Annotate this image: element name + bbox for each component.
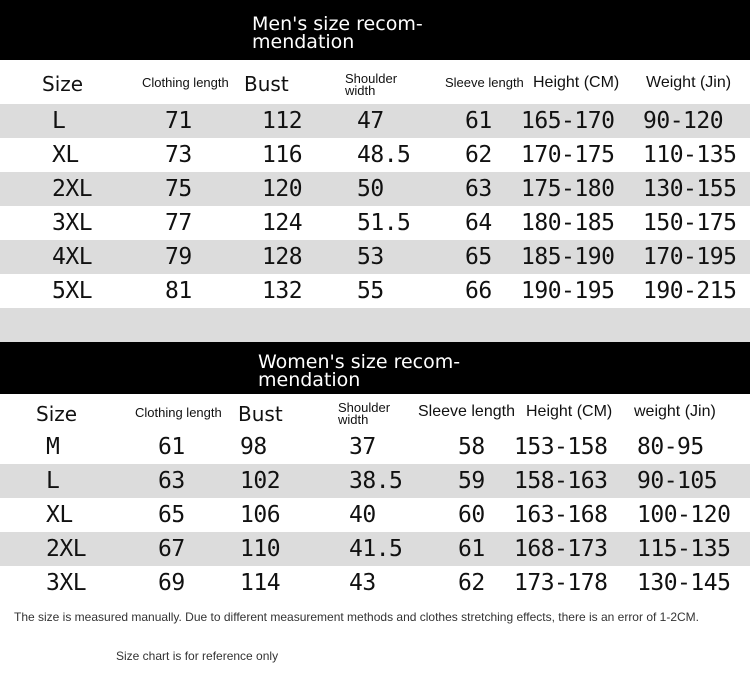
women-cell-size: L (46, 468, 60, 494)
women-cell-height: 168-173 (514, 536, 608, 562)
men-row (0, 138, 750, 172)
men-cell-shoulder: 53 (357, 244, 384, 270)
men-title-line1: Men's size recom- (252, 13, 423, 35)
women-header-length: Clothing length (135, 405, 222, 420)
men-cell-sleeve: 64 (465, 210, 492, 236)
women-row (0, 464, 750, 498)
measurement-note: The size is measured manually. Due to different measurement methods and clothes stretching effects, there is an error of 1-2CM. (14, 610, 699, 624)
women-cell-weight: 80-95 (637, 434, 704, 460)
men-cell-weight: 130-155 (643, 176, 737, 202)
men-cell-sleeve: 61 (465, 108, 492, 134)
men-cell-shoulder: 48.5 (357, 142, 411, 168)
women-cell-height: 163-168 (514, 502, 608, 528)
women-cell-bust: 114 (240, 570, 281, 596)
women-cell-length: 61 (158, 434, 185, 460)
women-cell-size: 3XL (46, 570, 87, 596)
men-header-size: Size (42, 72, 84, 96)
men-cell-bust: 112 (262, 108, 303, 134)
women-cell-bust: 102 (240, 468, 281, 494)
men-cell-height: 190-195 (521, 278, 615, 304)
men-table-footer (0, 308, 750, 342)
men-row (0, 240, 750, 274)
men-cell-height: 180-185 (521, 210, 615, 236)
women-title-line2: mendation (258, 369, 361, 391)
men-cell-sleeve: 66 (465, 278, 492, 304)
men-header-bust: Bust (244, 72, 289, 96)
men-cell-shoulder: 55 (357, 278, 384, 304)
women-cell-weight: 90-105 (637, 468, 718, 494)
women-cell-bust: 98 (240, 434, 267, 460)
women-header-shoulder-l1: Shoulder (338, 400, 391, 415)
women-cell-height: 158-163 (514, 468, 608, 494)
women-cell-weight: 115-135 (637, 536, 731, 562)
men-cell-sleeve: 62 (465, 142, 492, 168)
women-cell-shoulder: 43 (349, 570, 376, 596)
reference-note: Size chart is for reference only (116, 649, 279, 663)
men-cell-weight: 170-195 (643, 244, 737, 270)
men-cell-bust: 128 (262, 244, 303, 270)
women-header-shoulder-l2: width (338, 412, 369, 427)
women-cell-bust: 106 (240, 502, 281, 528)
women-title-line1: Women's size recom- (258, 351, 461, 373)
women-cell-size: XL (46, 502, 73, 528)
men-header-sleeve: Sleeve length (445, 75, 524, 90)
men-cell-size: 3XL (52, 210, 93, 236)
men-header-row (0, 60, 750, 104)
men-header-shoulder-l2: width (345, 83, 376, 98)
women-cell-shoulder: 40 (349, 502, 376, 528)
men-title-band (0, 0, 750, 60)
women-cell-size: M (46, 434, 60, 460)
men-row (0, 104, 750, 138)
women-cell-sleeve: 58 (458, 434, 485, 460)
women-cell-height: 153-158 (514, 434, 608, 460)
men-title-line2: mendation (252, 31, 355, 53)
women-cell-shoulder: 38.5 (349, 468, 403, 494)
women-cell-shoulder: 41.5 (349, 536, 403, 562)
women-title-band (0, 342, 750, 394)
men-cell-size: 4XL (52, 244, 93, 270)
women-header-sleeve: Sleeve length (418, 403, 515, 420)
women-cell-length: 69 (158, 570, 185, 596)
women-header-height: Height (CM) (526, 403, 613, 420)
men-cell-shoulder: 50 (357, 176, 384, 202)
women-row (0, 498, 750, 532)
women-row (0, 532, 750, 566)
women-row (0, 566, 750, 600)
women-cell-weight: 130-145 (637, 570, 731, 596)
women-cell-sleeve: 62 (458, 570, 485, 596)
men-cell-sleeve: 63 (465, 176, 492, 202)
men-header-shoulder-l1: Shoulder (345, 71, 398, 86)
women-header-row (0, 394, 750, 430)
women-header-weight: weight (Jin) (634, 403, 716, 420)
women-header-bust: Bust (238, 402, 283, 426)
men-cell-weight: 150-175 (643, 210, 737, 236)
men-cell-length: 79 (165, 244, 192, 270)
men-cell-weight: 110-135 (643, 142, 737, 168)
men-cell-bust: 124 (262, 210, 303, 236)
men-cell-bust: 120 (262, 176, 303, 202)
men-cell-size: XL (52, 142, 79, 168)
women-cell-bust: 110 (240, 536, 281, 562)
men-cell-weight: 190-215 (643, 278, 737, 304)
women-cell-sleeve: 60 (458, 502, 485, 528)
men-cell-shoulder: 51.5 (357, 210, 411, 236)
women-cell-size: 2XL (46, 536, 87, 562)
women-cell-length: 67 (158, 536, 185, 562)
men-cell-size: L (52, 108, 66, 134)
men-cell-length: 77 (165, 210, 192, 236)
women-cell-length: 65 (158, 502, 185, 528)
women-header-size: Size (36, 402, 78, 426)
men-row (0, 274, 750, 308)
women-cell-weight: 100-120 (637, 502, 731, 528)
men-cell-shoulder: 47 (357, 108, 384, 134)
women-row (0, 430, 750, 464)
men-cell-length: 81 (165, 278, 192, 304)
men-cell-height: 185-190 (521, 244, 615, 270)
men-cell-length: 71 (165, 108, 192, 134)
men-header-length: Clothing length (142, 75, 229, 90)
men-cell-size: 5XL (52, 278, 93, 304)
men-cell-sleeve: 65 (465, 244, 492, 270)
women-cell-sleeve: 61 (458, 536, 485, 562)
men-header-height: Height (CM) (533, 74, 620, 91)
women-cell-shoulder: 37 (349, 434, 376, 460)
women-cell-height: 173-178 (514, 570, 608, 596)
men-cell-bust: 116 (262, 142, 303, 168)
men-row (0, 172, 750, 206)
men-cell-height: 170-175 (521, 142, 615, 168)
women-cell-length: 63 (158, 468, 185, 494)
men-header-weight: Weight (Jin) (646, 74, 732, 91)
men-cell-weight: 90-120 (643, 108, 724, 134)
women-cell-sleeve: 59 (458, 468, 485, 494)
men-cell-length: 75 (165, 176, 192, 202)
men-cell-size: 2XL (52, 176, 93, 202)
men-cell-height: 165-170 (521, 108, 615, 134)
men-cell-height: 175-180 (521, 176, 615, 202)
men-cell-length: 73 (165, 142, 192, 168)
men-row (0, 206, 750, 240)
men-cell-bust: 132 (262, 278, 303, 304)
